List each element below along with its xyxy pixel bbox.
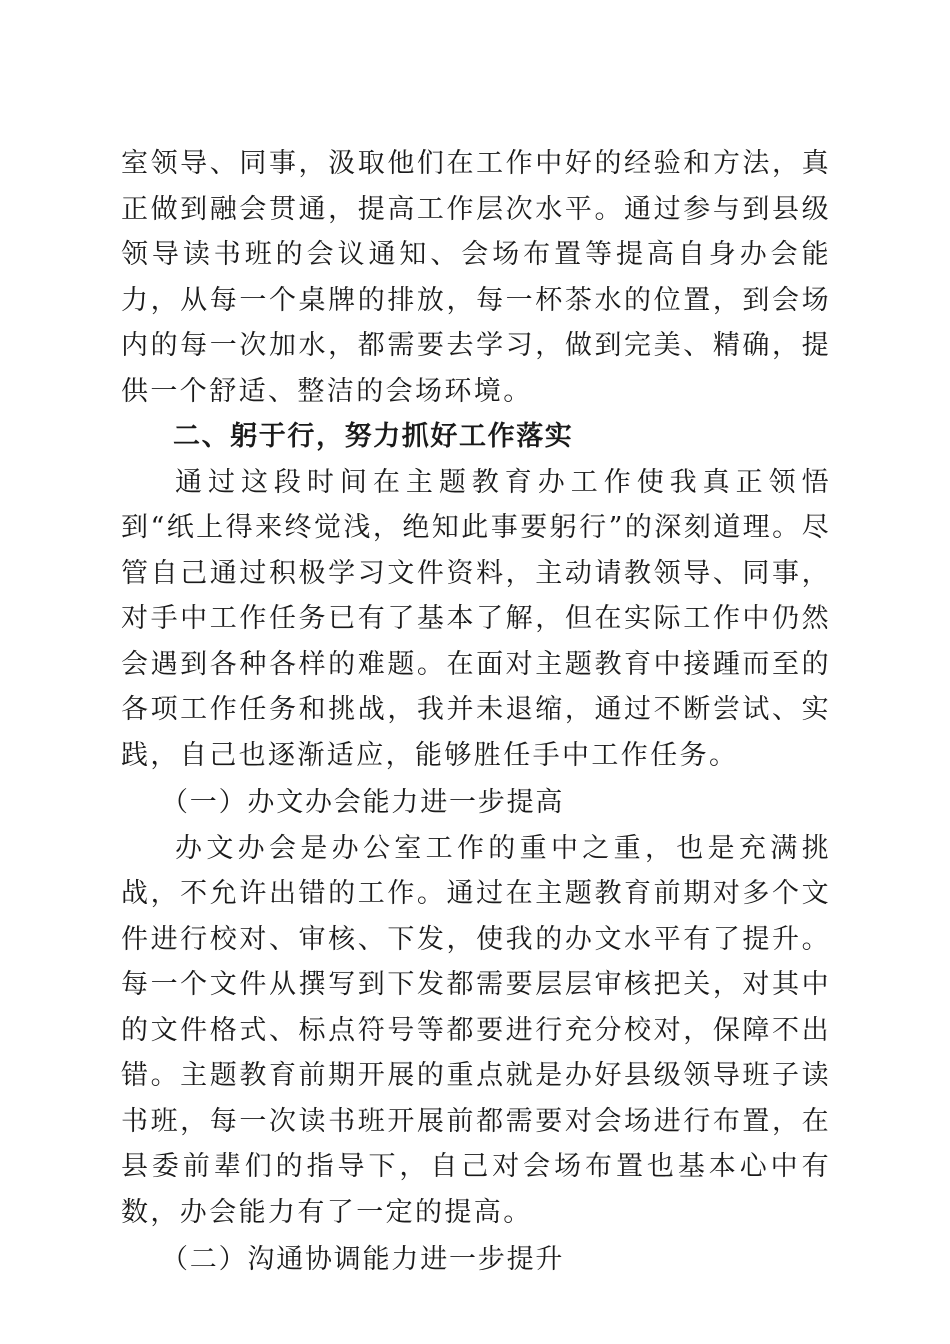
document-body [121,141,831,1283]
continuation-paragraph: 室领导、同事，汲取他们在工作中好的经验和方法，真正做到融会贯通，提高工作层次水平。通过参与到县级领导读书班的会议通知、会场布置等提高自身办会能力，从每一个桌牌的排放，每一杯茶水的位置，到会场内的每一次加水，都需要去学习，做到完美、精确，提供一个舒适、整洁的会场环境。 [121,148,831,407]
section-two-paragraph: 通过这段时间在主题教育办工作使我真正领悟到“纸上得来终觉浅，绝知此事要躬行”的深刻道理。尽管自己通过积极学习文件资料，主动请教领导、同事，对手中工作任务已有了基本了解，但在实际工作中仍然会遇到各种各样的难题。在面对主题教育中接踵而至的各项工作任务和挑战，我并未退缩，通过不断尝试、实践，自己也逐渐适应，能够胜任手中工作任务。 [121,466,831,771]
subsection-two-heading: （二）沟通协调能力进一步提升 [161,1244,565,1275]
subsection-one-paragraph: 办文办会是办公室工作的重中之重，也是充满挑战，不允许出错的工作。通过在主题教育前期对多个文件进行校对、审核、下发，使我的办文水平有了提升。每一个文件从撰写到下发都需要层层审核把关，对其中的文件格式、标点符号等都要进行充分校对，保障不出错。主题教育前期开展的重点就是办好县级领导班子读书班，每一次读书班开展前都需要对会场进行布置，在县委前辈们的指导下，自己对会场布置也基本心中有数，办会能力有了一定的提高。 [121,832,831,1228]
section-two-heading: 二、躬于行，努力抓好工作落实 [173,421,574,452]
subsection-one-heading: （一）办文办会能力进一步提高 [161,787,565,818]
